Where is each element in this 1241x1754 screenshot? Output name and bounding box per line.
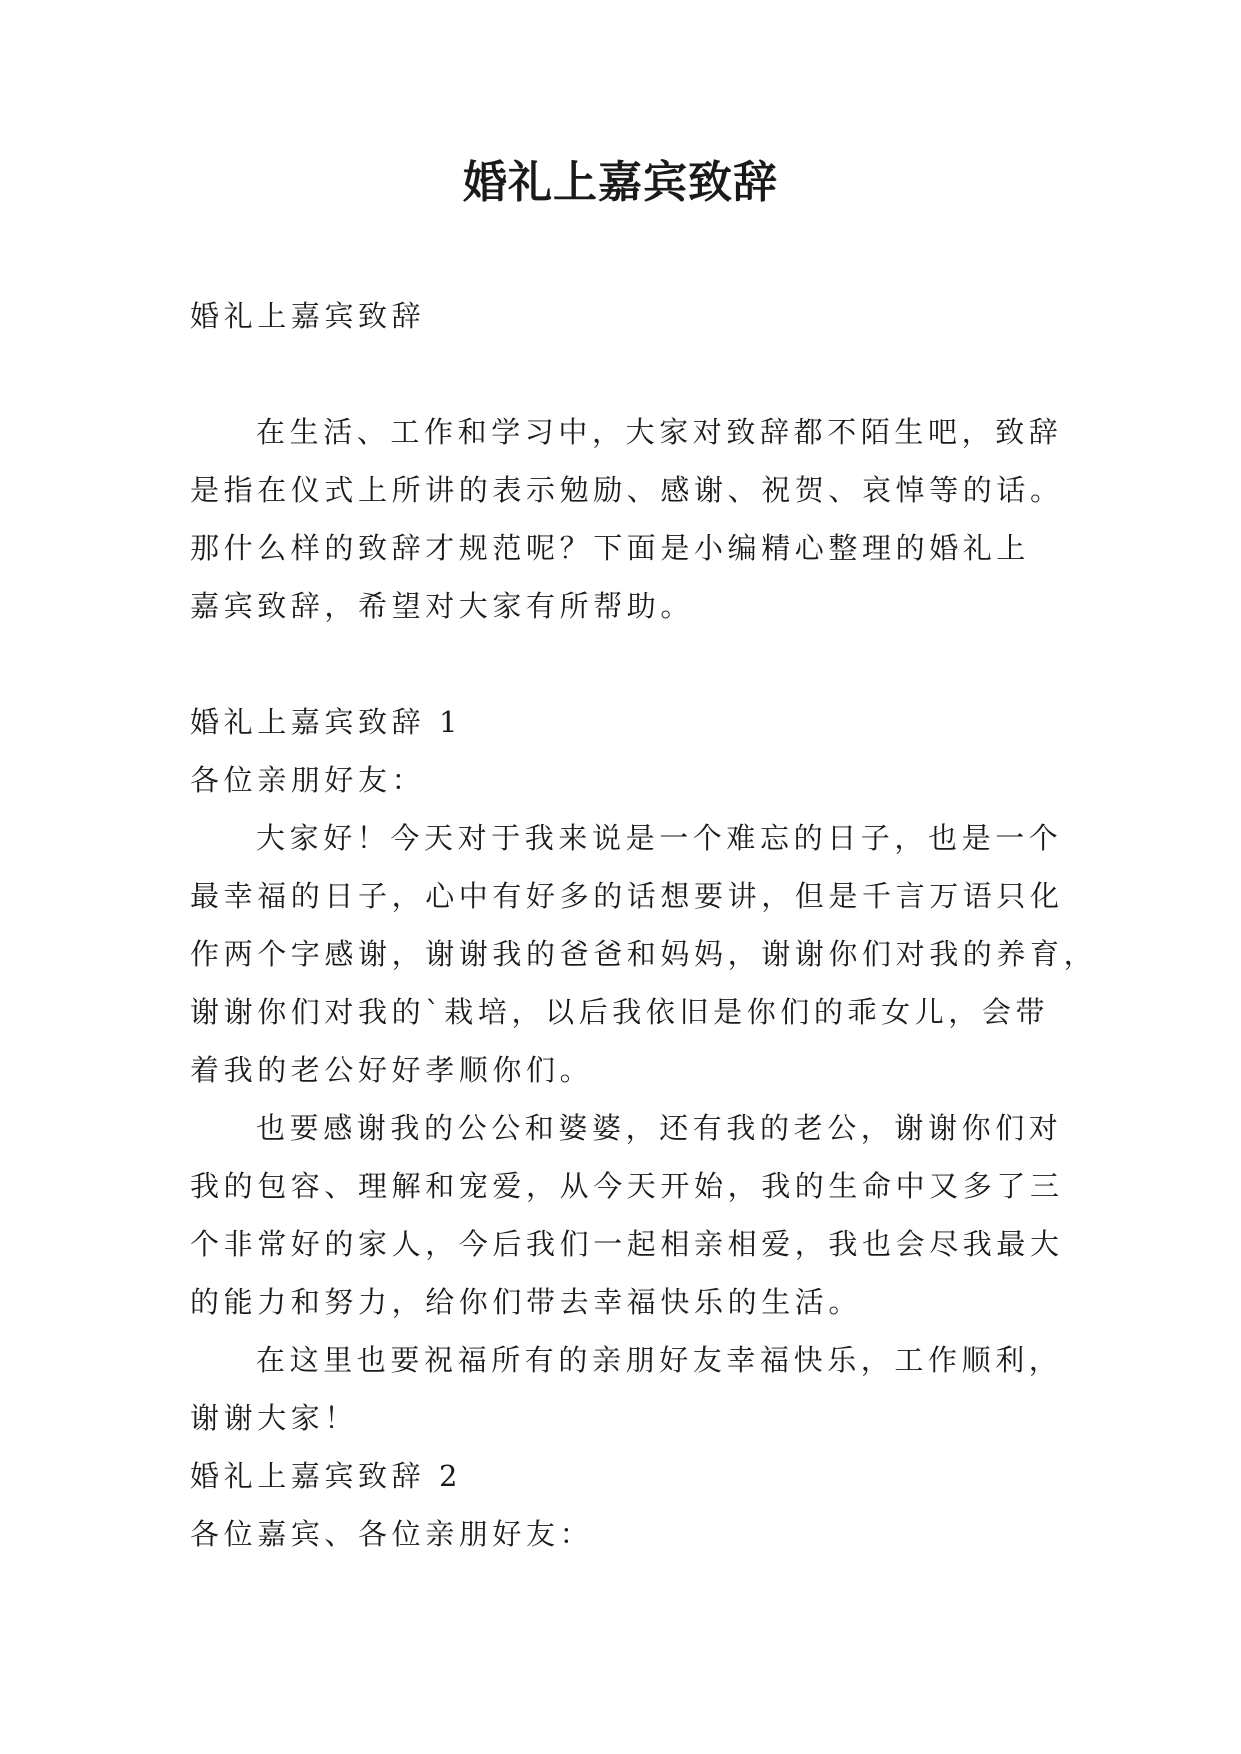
text-line: 的能力和努力，给你们带去幸福快乐的生活。 [190,1285,863,1319]
text-line: 最幸福的日子，心中有好多的话想要讲，但是千言万语只化 [190,879,1064,913]
text-line: 谢谢你们对我的`栽培，以后我依旧是你们的乖女儿，会带 [190,995,1050,1029]
text-line: 在生活、工作和学习中，大家对致辞都不陌生吧，致辞 [256,415,1063,449]
blank-line [190,345,1070,403]
document-title: 婚礼上嘉宾致辞 [463,157,778,208]
document-body [190,287,1098,1563]
text-line: 婚礼上嘉宾致辞 2 [190,1459,463,1493]
text-line: 作两个字感谢，谢谢我的爸爸和妈妈，谢谢你们对我的养育， [190,937,1098,971]
text-line: 我的包容、理解和宠爱，从今天开始，我的生命中又多了三 [190,1169,1064,1203]
text-line: 婚礼上嘉宾致辞 [190,299,426,333]
text-line: 个非常好的家人，今后我们一起相亲相爱，我也会尽我最大 [190,1227,1064,1261]
blank-line [190,635,1070,693]
text-line: 也要感谢我的公公和婆婆，还有我的老公，谢谢你们对 [256,1111,1063,1145]
text-line: 各位亲朋好友： [190,763,426,797]
text-line: 大家好！今天对于我来说是一个难忘的日子，也是一个 [256,821,1063,855]
text-line: 嘉宾致辞，希望对大家有所帮助。 [190,589,695,623]
text-line: 是指在仪式上所讲的表示勉励、感谢、祝贺、哀悼等的话。 [190,473,1064,507]
text-line: 婚礼上嘉宾致辞 1 [190,705,463,739]
text-line: 谢谢大家！ [190,1401,359,1435]
text-line: 各位嘉宾、各位亲朋好友： [190,1517,594,1551]
text-line: 在这里也要祝福所有的亲朋好友幸福快乐，工作顺利， [256,1343,1063,1377]
text-line: 那什么样的致辞才规范呢？下面是小编精心整理的婚礼上 [190,531,1031,565]
text-line: 着我的老公好好孝顺你们。 [190,1053,594,1087]
